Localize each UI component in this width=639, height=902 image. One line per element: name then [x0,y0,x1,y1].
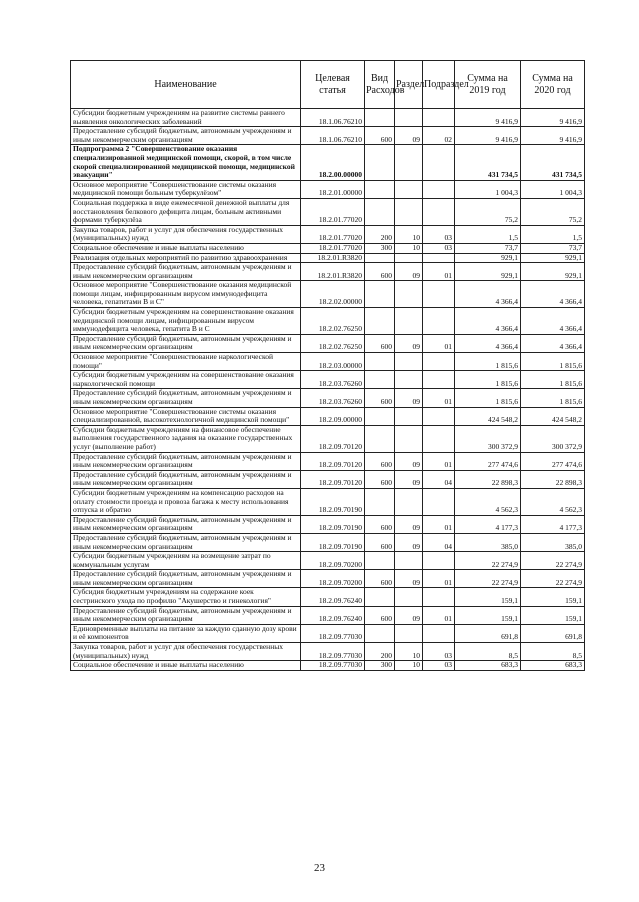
cell-type: 600 [365,389,395,407]
cell-subsection [423,353,455,371]
cell-sum-2020: 4 366,4 [521,334,585,352]
cell-sum-2019: 431 734,5 [455,145,521,180]
cell-type: 600 [365,452,395,470]
cell-section [395,253,423,263]
table-row [71,606,585,624]
cell-code: 18.2.09.00000 [301,407,365,425]
cell-type: 600 [365,533,395,551]
cell-code: 18.2.01.R3820 [301,253,365,263]
page-number: 23 [314,862,325,874]
cell-type [365,281,395,308]
cell-name: Предоставление субсидий бюджетным, автономным учреждениям и иным некоммерческим организациям [71,570,301,588]
cell-section [395,552,423,570]
table-row [71,243,585,253]
cell-type [365,371,395,389]
table-row [71,308,585,335]
cell-code: 18.2.00.00000 [301,145,365,180]
cell-sum-2020: 424 548,2 [521,407,585,425]
cell-subsection: 03 [423,643,455,661]
cell-sum-2020: 431 734,5 [521,145,585,180]
cell-name: Предоставление субсидий бюджетным, автономным учреждениям и иным некоммерческим организациям [71,606,301,624]
cell-section [395,180,423,198]
cell-sum-2019: 4 177,3 [455,515,521,533]
cell-subsection: 01 [423,515,455,533]
cell-sum-2020: 385,0 [521,533,585,551]
table-row [71,470,585,488]
cell-code: 18.2.09.76240 [301,588,365,606]
table-row [71,198,585,225]
cell-sum-2019: 1 004,3 [455,180,521,198]
cell-type: 600 [365,515,395,533]
cell-sum-2019: 73,7 [455,243,521,253]
cell-subsection [423,407,455,425]
table-row [71,371,585,389]
cell-type: 600 [365,470,395,488]
table-row [71,552,585,570]
cell-name: Предоставление субсидий бюджетным, автономным учреждениям и иным некоммерческим организациям [71,515,301,533]
cell-sum-2019: 9 416,9 [455,127,521,145]
cell-section: 10 [395,643,423,661]
cell-type [365,488,395,515]
cell-sum-2019: 1,5 [455,225,521,243]
cell-type [365,353,395,371]
cell-type: 600 [365,606,395,624]
cell-type [365,425,395,452]
header-row [71,61,585,109]
cell-sum-2020: 159,1 [521,606,585,624]
cell-subsection: 04 [423,533,455,551]
header-name: Наименование [71,61,301,109]
cell-code: 18.2.03.00000 [301,353,365,371]
cell-subsection [423,281,455,308]
cell-name: Предоставление субсидий бюджетным, автономным учреждениям и иным некоммерческим организациям [71,334,301,352]
cell-section: 10 [395,243,423,253]
header-sum-2019: Сумма на 2019 год [455,61,521,109]
cell-type: 200 [365,225,395,243]
cell-type: 300 [365,661,395,671]
cell-code: 18.1.06.76210 [301,127,365,145]
cell-subsection: 01 [423,263,455,281]
cell-name: Субсидии бюджетным учреждениям на совершенствование оказания медицинской помощи лицам, инфицированным вирусом иммунодефицита человека, гепатита В и С [71,308,301,335]
cell-type: 200 [365,643,395,661]
table-row [71,425,585,452]
table-row [71,109,585,127]
table-row [71,263,585,281]
cell-code: 18.2.09.77030 [301,624,365,642]
cell-sum-2020: 300 372,9 [521,425,585,452]
cell-code: 18.2.01.77020 [301,243,365,253]
table-row [71,570,585,588]
cell-type: 600 [365,127,395,145]
cell-section: 09 [395,389,423,407]
cell-code: 18.2.09.70190 [301,488,365,515]
cell-sum-2020: 75,2 [521,198,585,225]
cell-sum-2019: 1 815,6 [455,353,521,371]
cell-type [365,588,395,606]
cell-code: 18.2.01.77020 [301,198,365,225]
cell-subsection [423,145,455,180]
cell-name: Субсидии бюджетным учреждениям на совершенствование оказания наркологической помощи [71,371,301,389]
cell-sum-2020: 277 474,6 [521,452,585,470]
cell-sum-2020: 1 815,6 [521,353,585,371]
cell-sum-2019: 1 815,6 [455,371,521,389]
cell-sum-2019: 22 274,9 [455,552,521,570]
cell-subsection [423,308,455,335]
cell-section: 09 [395,570,423,588]
cell-sum-2019: 159,1 [455,606,521,624]
cell-section: 10 [395,661,423,671]
cell-name: Субсидии бюджетным учреждениям на финансовое обеспечение выполнения государственного задания на оказание государственных услуг (выполнение работ) [71,425,301,452]
cell-sum-2020: 22 274,9 [521,570,585,588]
cell-sum-2020: 1 815,6 [521,371,585,389]
table-row [71,225,585,243]
cell-section: 09 [395,606,423,624]
cell-code: 18.2.02.76250 [301,334,365,352]
header-section: Раздел [395,61,423,109]
table-row [71,488,585,515]
cell-sum-2019: 385,0 [455,533,521,551]
cell-code: 18.2.09.70200 [301,570,365,588]
cell-code: 18.2.09.70120 [301,452,365,470]
cell-sum-2019: 4 562,3 [455,488,521,515]
cell-code: 18.2.01.R3820 [301,263,365,281]
cell-name: Основное мероприятие "Совершенствование системы оказания специализированной, высокотехнологичной медицинской помощи" [71,407,301,425]
cell-sum-2019: 4 366,4 [455,334,521,352]
cell-name: Единовременные выплаты на питание за каждую сданную дозу крови и её компонентов [71,624,301,642]
cell-type [365,552,395,570]
cell-sum-2020: 159,1 [521,588,585,606]
cell-subsection: 03 [423,225,455,243]
cell-code: 18.2.02.00000 [301,281,365,308]
cell-section: 09 [395,263,423,281]
cell-sum-2020: 22 274,9 [521,552,585,570]
cell-sum-2020: 9 416,9 [521,127,585,145]
cell-name: Субсидия бюджетным учреждениям на содержание коек сестринского ухода по профилю "Акушерство и гинекология" [71,588,301,606]
cell-code: 18.2.09.76240 [301,606,365,624]
cell-code: 18.2.09.70200 [301,552,365,570]
cell-name: Предоставление субсидий бюджетным, автономным учреждениям и иным некоммерческим организациям [71,389,301,407]
cell-subsection: 04 [423,470,455,488]
cell-type: 600 [365,334,395,352]
table-row [71,353,585,371]
cell-section [395,145,423,180]
cell-sum-2019: 22 274,9 [455,570,521,588]
cell-code: 18.2.09.70190 [301,515,365,533]
cell-sum-2019: 4 366,4 [455,281,521,308]
cell-sum-2019: 691,8 [455,624,521,642]
cell-name: Субсидии бюджетным учреждениям на компенсацию расходов на оплату стоимости проезда и провоза багажа к месту использования отпуска и обратно [71,488,301,515]
cell-name: Реализация отдельных мероприятий по развитию здравоохранения [71,253,301,263]
cell-type [365,198,395,225]
cell-subsection: 01 [423,389,455,407]
cell-subsection: 01 [423,570,455,588]
cell-section: 09 [395,470,423,488]
table-row [71,127,585,145]
table-row [71,661,585,671]
cell-sum-2020: 4 177,3 [521,515,585,533]
cell-sum-2020: 683,3 [521,661,585,671]
cell-subsection [423,624,455,642]
cell-section [395,281,423,308]
cell-code: 18.2.01.00000 [301,180,365,198]
cell-sum-2020: 929,1 [521,263,585,281]
cell-sum-2020: 1 004,3 [521,180,585,198]
cell-name: Субсидии бюджетным учреждениям на возмещение затрат по коммунальным услугам [71,552,301,570]
cell-type: 300 [365,243,395,253]
table-row [71,624,585,642]
cell-code: 18.2.01.77020 [301,225,365,243]
cell-section [395,407,423,425]
cell-code: 18.1.06.76210 [301,109,365,127]
cell-code: 18.2.09.70190 [301,533,365,551]
cell-subsection: 03 [423,243,455,253]
cell-sum-2019: 22 898,3 [455,470,521,488]
cell-section [395,371,423,389]
cell-name: Социальное обеспечение и иные выплаты населению [71,243,301,253]
cell-name: Подпрограмма 2 "Совершенствование оказания специализированной медицинской помощи, скорой, в том числе скорой специализированной медицинской помощи, медицинской эвакуации" [71,145,301,180]
cell-name: Предоставление субсидий бюджетным, автономным учреждениям и иным некоммерческим организациям [71,263,301,281]
budget-table [70,60,585,671]
cell-sum-2019: 4 366,4 [455,308,521,335]
cell-type [365,624,395,642]
cell-sum-2020: 4 562,3 [521,488,585,515]
cell-type: 600 [365,570,395,588]
cell-name: Основное мероприятие "Совершенствование наркологической помощи" [71,353,301,371]
cell-code: 18.2.02.76250 [301,308,365,335]
cell-sum-2019: 277 474,6 [455,452,521,470]
cell-section [395,109,423,127]
cell-sum-2019: 424 548,2 [455,407,521,425]
cell-sum-2019: 929,1 [455,263,521,281]
cell-name: Социальная поддержка в виде ежемесячной денежной выплаты для восстановления белкового дефицита лицам, больным активными формами туберкулёза [71,198,301,225]
header-sum-2020: Сумма на 2020 год [521,61,585,109]
cell-subsection: 01 [423,452,455,470]
cell-name: Основное мероприятие "Совершенствование системы оказания медицинской помощи больным туберкулёзом" [71,180,301,198]
cell-code: 18.2.03.76260 [301,371,365,389]
cell-subsection: 03 [423,661,455,671]
cell-name: Предоставление субсидий бюджетным, автономным учреждениям и иным некоммерческим организациям [71,533,301,551]
table-row [71,588,585,606]
cell-name: Предоставление субсидий бюджетным, автономным учреждениям и иным некоммерческим организациям [71,470,301,488]
cell-section [395,425,423,452]
cell-name: Предоставление субсидий бюджетным, автономным учреждениям и иным некоммерческим организациям [71,452,301,470]
cell-subsection: 02 [423,127,455,145]
cell-section: 09 [395,334,423,352]
cell-sum-2020: 73,7 [521,243,585,253]
cell-subsection [423,552,455,570]
cell-type [365,180,395,198]
cell-name: Основное мероприятие "Совершенствование оказания медицинской помощи лицам, инфицированным вирусом иммунодефицита человека, гепатитами В и С" [71,281,301,308]
cell-subsection [423,488,455,515]
table-body [71,109,585,671]
table-row [71,180,585,198]
cell-sum-2020: 8,5 [521,643,585,661]
cell-name: Социальное обеспечение и иные выплаты населению [71,661,301,671]
header-subsection: Подраздел [423,61,455,109]
cell-type [365,145,395,180]
cell-subsection: 01 [423,334,455,352]
table-row [71,281,585,308]
cell-code: 18.2.09.77030 [301,643,365,661]
cell-code: 18.2.09.70120 [301,425,365,452]
table-row [71,145,585,180]
cell-section [395,488,423,515]
cell-subsection [423,109,455,127]
cell-sum-2019: 159,1 [455,588,521,606]
cell-sum-2020: 4 366,4 [521,308,585,335]
cell-sum-2020: 929,1 [521,253,585,263]
cell-section [395,588,423,606]
cell-section [395,353,423,371]
cell-subsection [423,198,455,225]
cell-section: 09 [395,515,423,533]
cell-subsection [423,180,455,198]
cell-sum-2019: 75,2 [455,198,521,225]
cell-sum-2020: 1 815,6 [521,389,585,407]
cell-sum-2019: 1 815,6 [455,389,521,407]
cell-name: Субсидии бюджетным учреждениям на развитие системы раннего выявления онкологических заболеваний [71,109,301,127]
header-code: Целевая статья [301,61,365,109]
cell-section [395,624,423,642]
cell-subsection [423,588,455,606]
cell-sum-2019: 683,3 [455,661,521,671]
cell-sum-2019: 929,1 [455,253,521,263]
table-row [71,334,585,352]
cell-sum-2019: 9 416,9 [455,109,521,127]
cell-subsection: 01 [423,606,455,624]
cell-sum-2020: 22 898,3 [521,470,585,488]
cell-type [365,253,395,263]
cell-code: 18.2.09.70120 [301,470,365,488]
budget-document [70,60,584,815]
cell-code: 18.2.03.76260 [301,389,365,407]
cell-section [395,308,423,335]
cell-sum-2019: 300 372,9 [455,425,521,452]
cell-subsection [423,371,455,389]
table-row [71,515,585,533]
cell-sum-2020: 1,5 [521,225,585,243]
table-row [71,389,585,407]
cell-sum-2020: 9 416,9 [521,109,585,127]
cell-name: Закупка товаров, работ и услуг для обеспечения государственных (муниципальных) нужд [71,643,301,661]
cell-sum-2019: 8,5 [455,643,521,661]
cell-subsection [423,425,455,452]
table-row [71,452,585,470]
cell-code: 18.2.09.77030 [301,661,365,671]
cell-section [395,198,423,225]
cell-type [365,308,395,335]
cell-sum-2020: 691,8 [521,624,585,642]
cell-section: 09 [395,533,423,551]
header-type: Вид Расходов [365,61,395,109]
cell-section: 10 [395,225,423,243]
cell-type [365,407,395,425]
cell-sum-2020: 4 366,4 [521,281,585,308]
cell-type [365,109,395,127]
cell-name: Предоставление субсидий бюджетным, автономным учреждениям и иным некоммерческим организациям [71,127,301,145]
cell-type: 600 [365,263,395,281]
cell-section: 09 [395,127,423,145]
cell-section: 09 [395,452,423,470]
table-row [71,533,585,551]
table-row [71,643,585,661]
cell-subsection [423,253,455,263]
table-row [71,407,585,425]
cell-name: Закупка товаров, работ и услуг для обеспечения государственных (муниципальных) нужд [71,225,301,243]
